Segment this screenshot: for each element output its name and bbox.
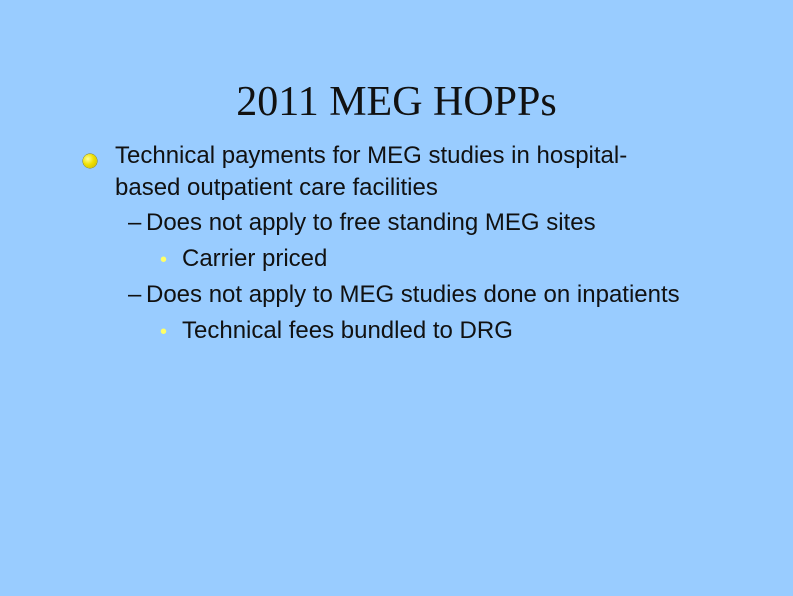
sub-bullet-1 [128, 207, 596, 239]
bullet-level-1 [115, 140, 675, 204]
bullet-line-2: based outpatient care facilities [115, 174, 438, 201]
sub-bullet-text: Does not apply to MEG studies done on inpatients [146, 281, 680, 308]
bullet-line-1: Technical payments for MEG studies in hospital- [115, 142, 628, 169]
sub-bullet-2 [128, 279, 680, 311]
sub-sub-bullet-2 [160, 315, 513, 348]
yellow-small-bullet-icon: • [160, 249, 168, 271]
yellow-round-bullet-icon [83, 154, 97, 168]
sub-bullet-text: Does not apply to free standing MEG sites [146, 209, 596, 236]
sub-sub-bullet-text: Technical fees bundled to DRG [182, 317, 513, 344]
yellow-small-bullet-icon: • [160, 321, 168, 343]
slide-title: 2011 MEG HOPPs [236, 79, 557, 125]
sub-sub-bullet-text: Carrier priced [182, 245, 328, 272]
dash-marker: – [128, 209, 142, 236]
dash-marker: – [128, 281, 142, 308]
sub-sub-bullet-1 [160, 243, 327, 276]
